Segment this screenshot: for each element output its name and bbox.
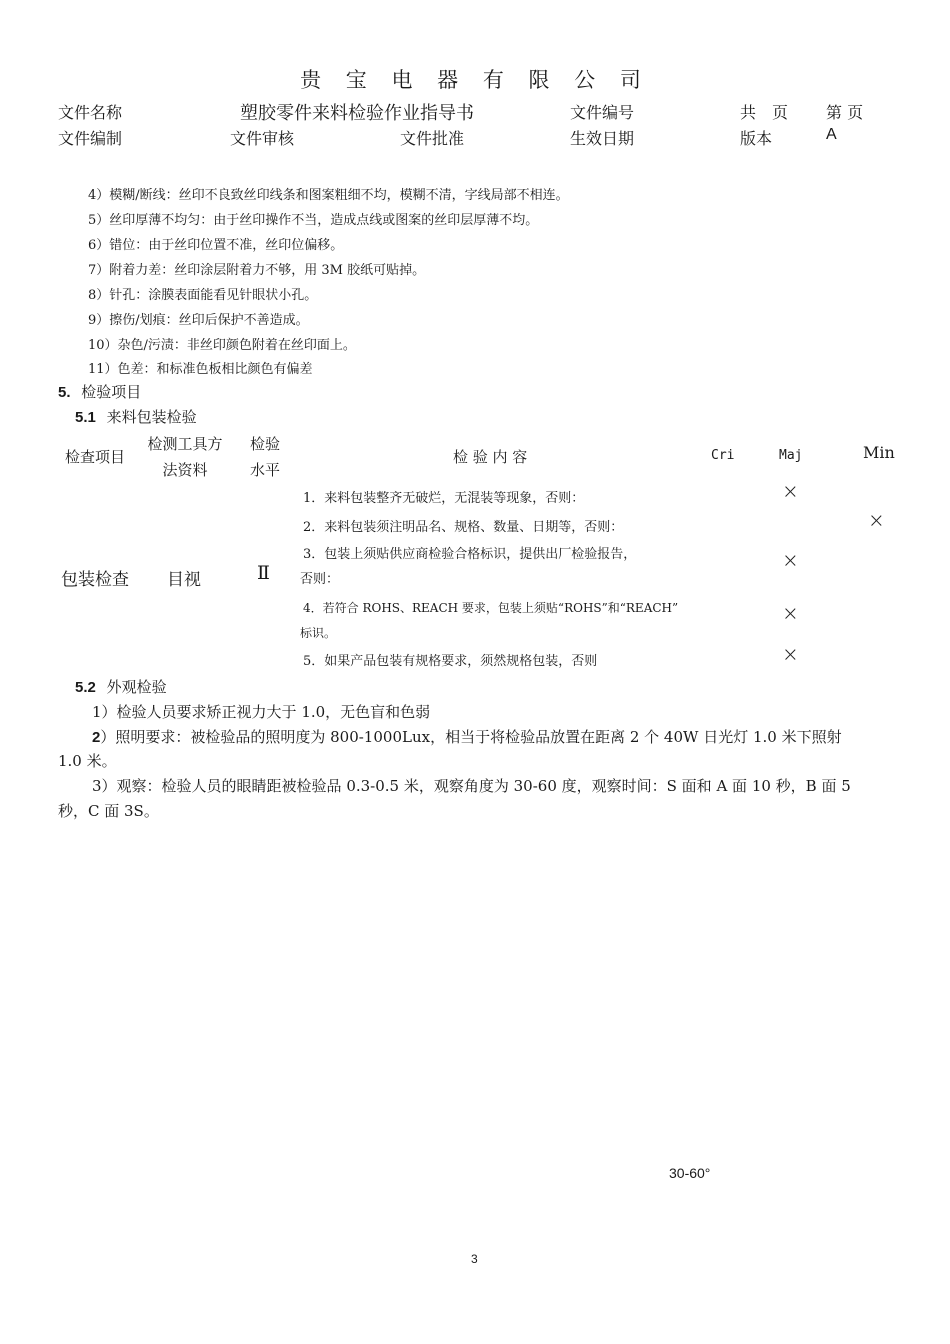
- col-header-level-line2: 水平: [249, 461, 280, 479]
- company-name: 贵 宝 电 器 有 限 公 司: [300, 68, 650, 92]
- inspection-level: Ⅱ: [257, 562, 270, 584]
- inspection-row-4-line1: 4．若符合 ROHS、REACH 要求，包装上须贴“ROHS”和“REACH”: [303, 601, 679, 615]
- total-pages-label: 共 页: [740, 103, 789, 122]
- defect-item: 7）附着力差：丝印涂层附着力不够，用 3M 胶纸可贴掉。: [88, 263, 426, 278]
- para-number: 2: [92, 729, 101, 746]
- col-header-content: 检 验 内 容: [453, 448, 528, 466]
- defect-item: 5）丝印厚薄不均匀：由于丝印操作不当，造成点线或图案的丝印层厚薄不均。: [88, 213, 539, 228]
- section-5-heading: [58, 381, 141, 402]
- inspection-row-4-line2: 标识。: [300, 626, 337, 640]
- col-header-maj: Maj: [779, 448, 803, 463]
- section-number: 5.2: [75, 679, 96, 696]
- section-number: 5.: [58, 384, 71, 401]
- appearance-para-2-line1: [92, 726, 842, 747]
- version-value: A: [826, 126, 837, 143]
- inspection-row-3-line2: 否则：: [300, 572, 340, 587]
- appearance-para-1: 1）检验人员要求矫正视力大于 1.0，无色盲和色弱: [92, 703, 431, 721]
- defect-item: 4）模糊/断线：丝印不良致丝印线条和图案粗细不均，模糊不清，字线局部不相连。: [88, 188, 569, 203]
- doc-no-label: 文件编号: [570, 103, 635, 122]
- col-header-min: Min: [863, 443, 895, 462]
- defect-item: 6）错位：由于丝印位置不准，丝印位偏移。: [88, 238, 344, 253]
- col-header-cri: Cri: [711, 448, 735, 463]
- inspection-row-2: 2．来料包装须注明品名、规格、数量、日期等，否则：: [303, 520, 624, 535]
- section-title: 来料包装检验: [106, 408, 197, 426]
- appearance-para-3-line1: 3）观察：检验人员的眼睛距被检验品 0.3-0.5 米，观察角度为 30-60 度，观察时间：S 面和 A 面 10 秒，B 面 5: [92, 777, 851, 795]
- defect-item: 11）色差：和标准色板相比颜色有偏差: [88, 362, 313, 377]
- col-header-tool-line1: 检测工具方: [147, 435, 223, 453]
- defect-item: 10）杂色/污渍：非丝印颜色附着在丝印面上。: [88, 338, 356, 353]
- inspection-row-1: 1．来料包装整齐无破烂，无混装等现象，否则：: [303, 491, 585, 506]
- angle-label: 30-60°: [669, 1165, 711, 1181]
- approved-label: 文件批准: [400, 129, 465, 148]
- col-header-level-line1: 检验: [249, 435, 280, 453]
- page-no-label: 第 页: [826, 103, 864, 122]
- version-label: 版本: [740, 129, 773, 148]
- defect-item: 8）针孔：涂膜表面能看见针眼状小孔。: [88, 288, 318, 303]
- defect-item: 9）擦伤/划痕：丝印后保护不善造成。: [88, 313, 309, 328]
- section-number: 5.1: [75, 409, 96, 426]
- section-5-1-heading: [75, 406, 197, 427]
- maj-mark-row-1: ×: [782, 479, 799, 503]
- inspection-row-5: 5．如果产品包装有规格要求，须然规格包装，否则: [303, 654, 598, 669]
- maj-mark-row-3: ×: [782, 548, 799, 572]
- reviewed-label: 文件审核: [230, 129, 295, 148]
- appearance-para-2-line2: 1.0 米。: [58, 752, 117, 770]
- col-header-tool-line2: 法资料: [162, 461, 208, 479]
- section-5-2-heading: [75, 676, 167, 697]
- min-mark-row-2: ×: [868, 508, 885, 532]
- doc-title: 塑胶零件来料检验作业指导书: [240, 103, 474, 124]
- check-tool: 目视: [167, 570, 201, 590]
- appearance-para-3-line2: 秒，C 面 3S。: [58, 802, 159, 820]
- section-title: 外观检验: [106, 678, 167, 696]
- check-item-packaging: 包装检查: [61, 570, 129, 590]
- section-title: 检验项目: [81, 383, 142, 401]
- effective-date-label: 生效日期: [570, 129, 635, 148]
- para-text: ）照明要求：被检验品的照明度为 800-1000Lux，相当于将检验品放置在距离 2 个 40W 日光灯 1.0 米下照射: [100, 728, 842, 746]
- maj-mark-row-4: ×: [782, 601, 799, 625]
- inspection-row-3-line1: 3．包装上须贴供应商检验合格标识，提供出厂检验报告，: [303, 547, 637, 562]
- compiled-label: 文件编制: [58, 129, 123, 148]
- col-header-item: 检查项目: [65, 448, 126, 466]
- maj-mark-row-5: ×: [782, 642, 799, 666]
- page-number: 3: [471, 1252, 478, 1266]
- doc-name-label: 文件名称: [58, 103, 123, 122]
